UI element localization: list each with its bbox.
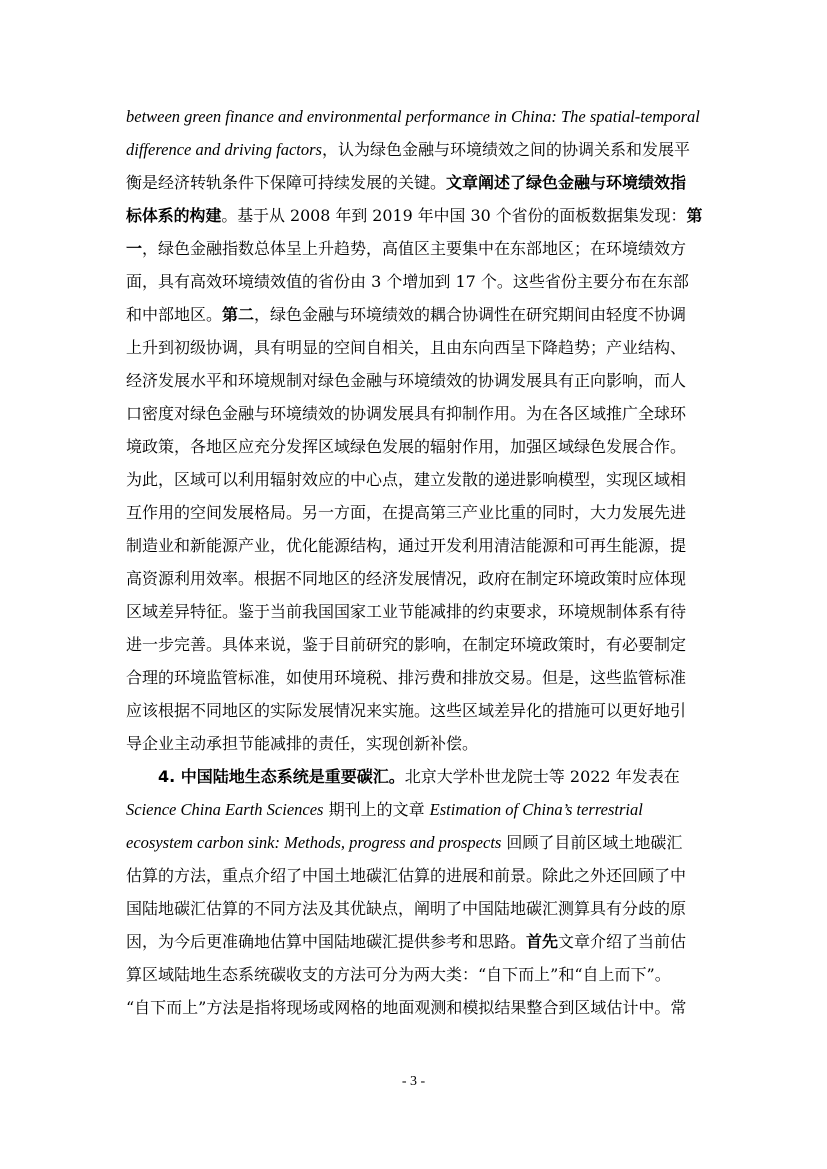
text-line: [158, 764, 680, 790]
text-line: [126, 104, 700, 130]
text-line: 合理的环境监管标准，如使用环境税、排污费和排放交易。但是，这些监管标准: [126, 668, 687, 687]
body-text: 北京大学朴世龙院士等 2022 年发表在: [404, 767, 680, 786]
text-line: [126, 830, 682, 856]
text-line: [126, 929, 686, 955]
body-text: 和中部地区。: [126, 305, 223, 324]
bold-text: 一: [126, 239, 143, 258]
body-text: ，绿色金融与环境绩效的耦合协调性在研究期间由轻度不协调: [254, 305, 687, 324]
page-number: - 3 -: [401, 1074, 426, 1089]
text-line: 上升到初级协调，具有明显的空间自相关，且由东向西呈下降趋势；产业结构、: [126, 338, 687, 357]
text-line: 导企业主动承担节能减排的责任，实现创新补偿。: [126, 734, 479, 753]
body-text: 期刊上的文章: [323, 800, 430, 819]
text-line: [126, 137, 690, 163]
text-line: 制造业和新能源产业，优化能源结构，通过开发利用清洁能源和可再生能源，提: [126, 536, 687, 555]
body-text: 文章介绍了当前估: [558, 932, 687, 951]
body-text: 回顾了目前区域土地碳汇: [501, 833, 683, 852]
text-line: 应该根据不同地区的实际发展情况来实施。这些区域差异化的措施可以更好地引: [126, 701, 687, 720]
text-line: 算区域陆地生态系统碳收支的方法可分为两大类：“自下而上”和“自上而下”。: [126, 965, 671, 984]
body-text: 衡是经济转轨条件下保障可持续发展的关键。: [126, 173, 447, 192]
bold-text: 第: [686, 206, 703, 225]
text-line: 估算的方法，重点介绍了中国土地碳汇估算的进展和前景。除此之外还回顾了中: [126, 866, 687, 885]
text-line: 进一步完善。具体来说，鉴于目前研究的影响，在制定环境政策时，有必要制定: [126, 635, 687, 654]
text-line: [126, 302, 686, 328]
text-line: 境政策，各地区应充分发挥区域绿色发展的辐射作用，加强区域绿色发展合作。: [126, 437, 687, 456]
text-line: 为此，区域可以利用辐射效应的中心点，建立发散的递进影响模型，实现区域相: [126, 470, 687, 489]
text-line: [126, 236, 686, 262]
english-title-text: Estimation of China’s terrestrial: [429, 800, 643, 819]
english-title-text: between green finance and environmental performance in China: The spatial-temporal: [126, 107, 700, 126]
bold-text: 首先: [526, 932, 559, 951]
english-title-text: difference and driving factors: [126, 140, 322, 159]
body-text: 因，为今后更准确地估算中国陆地碳汇提供参考和思路。: [126, 932, 527, 951]
bold-text: 标体系的构建: [126, 206, 222, 225]
body-text: 。基于从 2008 年到 2019 年中国 30 个省份的面板数据集发现：: [221, 206, 687, 225]
text-line: 经济发展水平和环境规制对绿色金融与环境绩效的协调发展具有正向影响，而人: [126, 371, 687, 390]
section-heading: 4. 中国陆地生态系统是重要碳汇。: [158, 767, 405, 786]
text-line: [126, 797, 643, 823]
text-line: 国陆地碳汇估算的不同方法及其优缺点，阐明了中国陆地碳汇测算具有分歧的原: [126, 899, 687, 918]
bold-text: 文章阐述了绿色金融与环境绩效指: [446, 173, 687, 192]
text-line: 高资源利用效率。根据不同地区的经济发展情况，政府在制定环境政策时应体现: [126, 569, 687, 588]
english-title-text: ecosystem carbon sink: Methods, progress and prospects: [126, 833, 502, 852]
text-line: 区域差异特征。鉴于当前我国国家工业节能减排的约束要求，环境规制体系有待: [126, 602, 687, 621]
text-line: 面，具有高效环境绩效值的省份由 3 个增加到 17 个。这些省份主要分布在东部: [126, 272, 689, 291]
text-line: [126, 170, 686, 196]
bold-text: 第二: [222, 305, 255, 324]
text-line: “自下而上”方法是指将现场或网格的地面观测和模拟结果整合到区域估计中。常: [126, 998, 687, 1017]
text-line: [126, 203, 702, 229]
body-text: ，认为绿色金融与环境绩效之间的协调关系和发展平: [321, 140, 690, 159]
text-line: 口密度对绿色金融与环境绩效的协调发展具有抑制作用。为在各区域推广全球环: [126, 404, 687, 423]
journal-name: Science China Earth Sciences: [126, 800, 324, 819]
body-text: ，绿色金融指数总体呈上升趋势，高值区主要集中在东部地区；在环境绩效方: [142, 239, 687, 258]
text-line: 互作用的空间发展格局。另一方面，在提高第三产业比重的同时，大力发展先进: [126, 503, 687, 522]
